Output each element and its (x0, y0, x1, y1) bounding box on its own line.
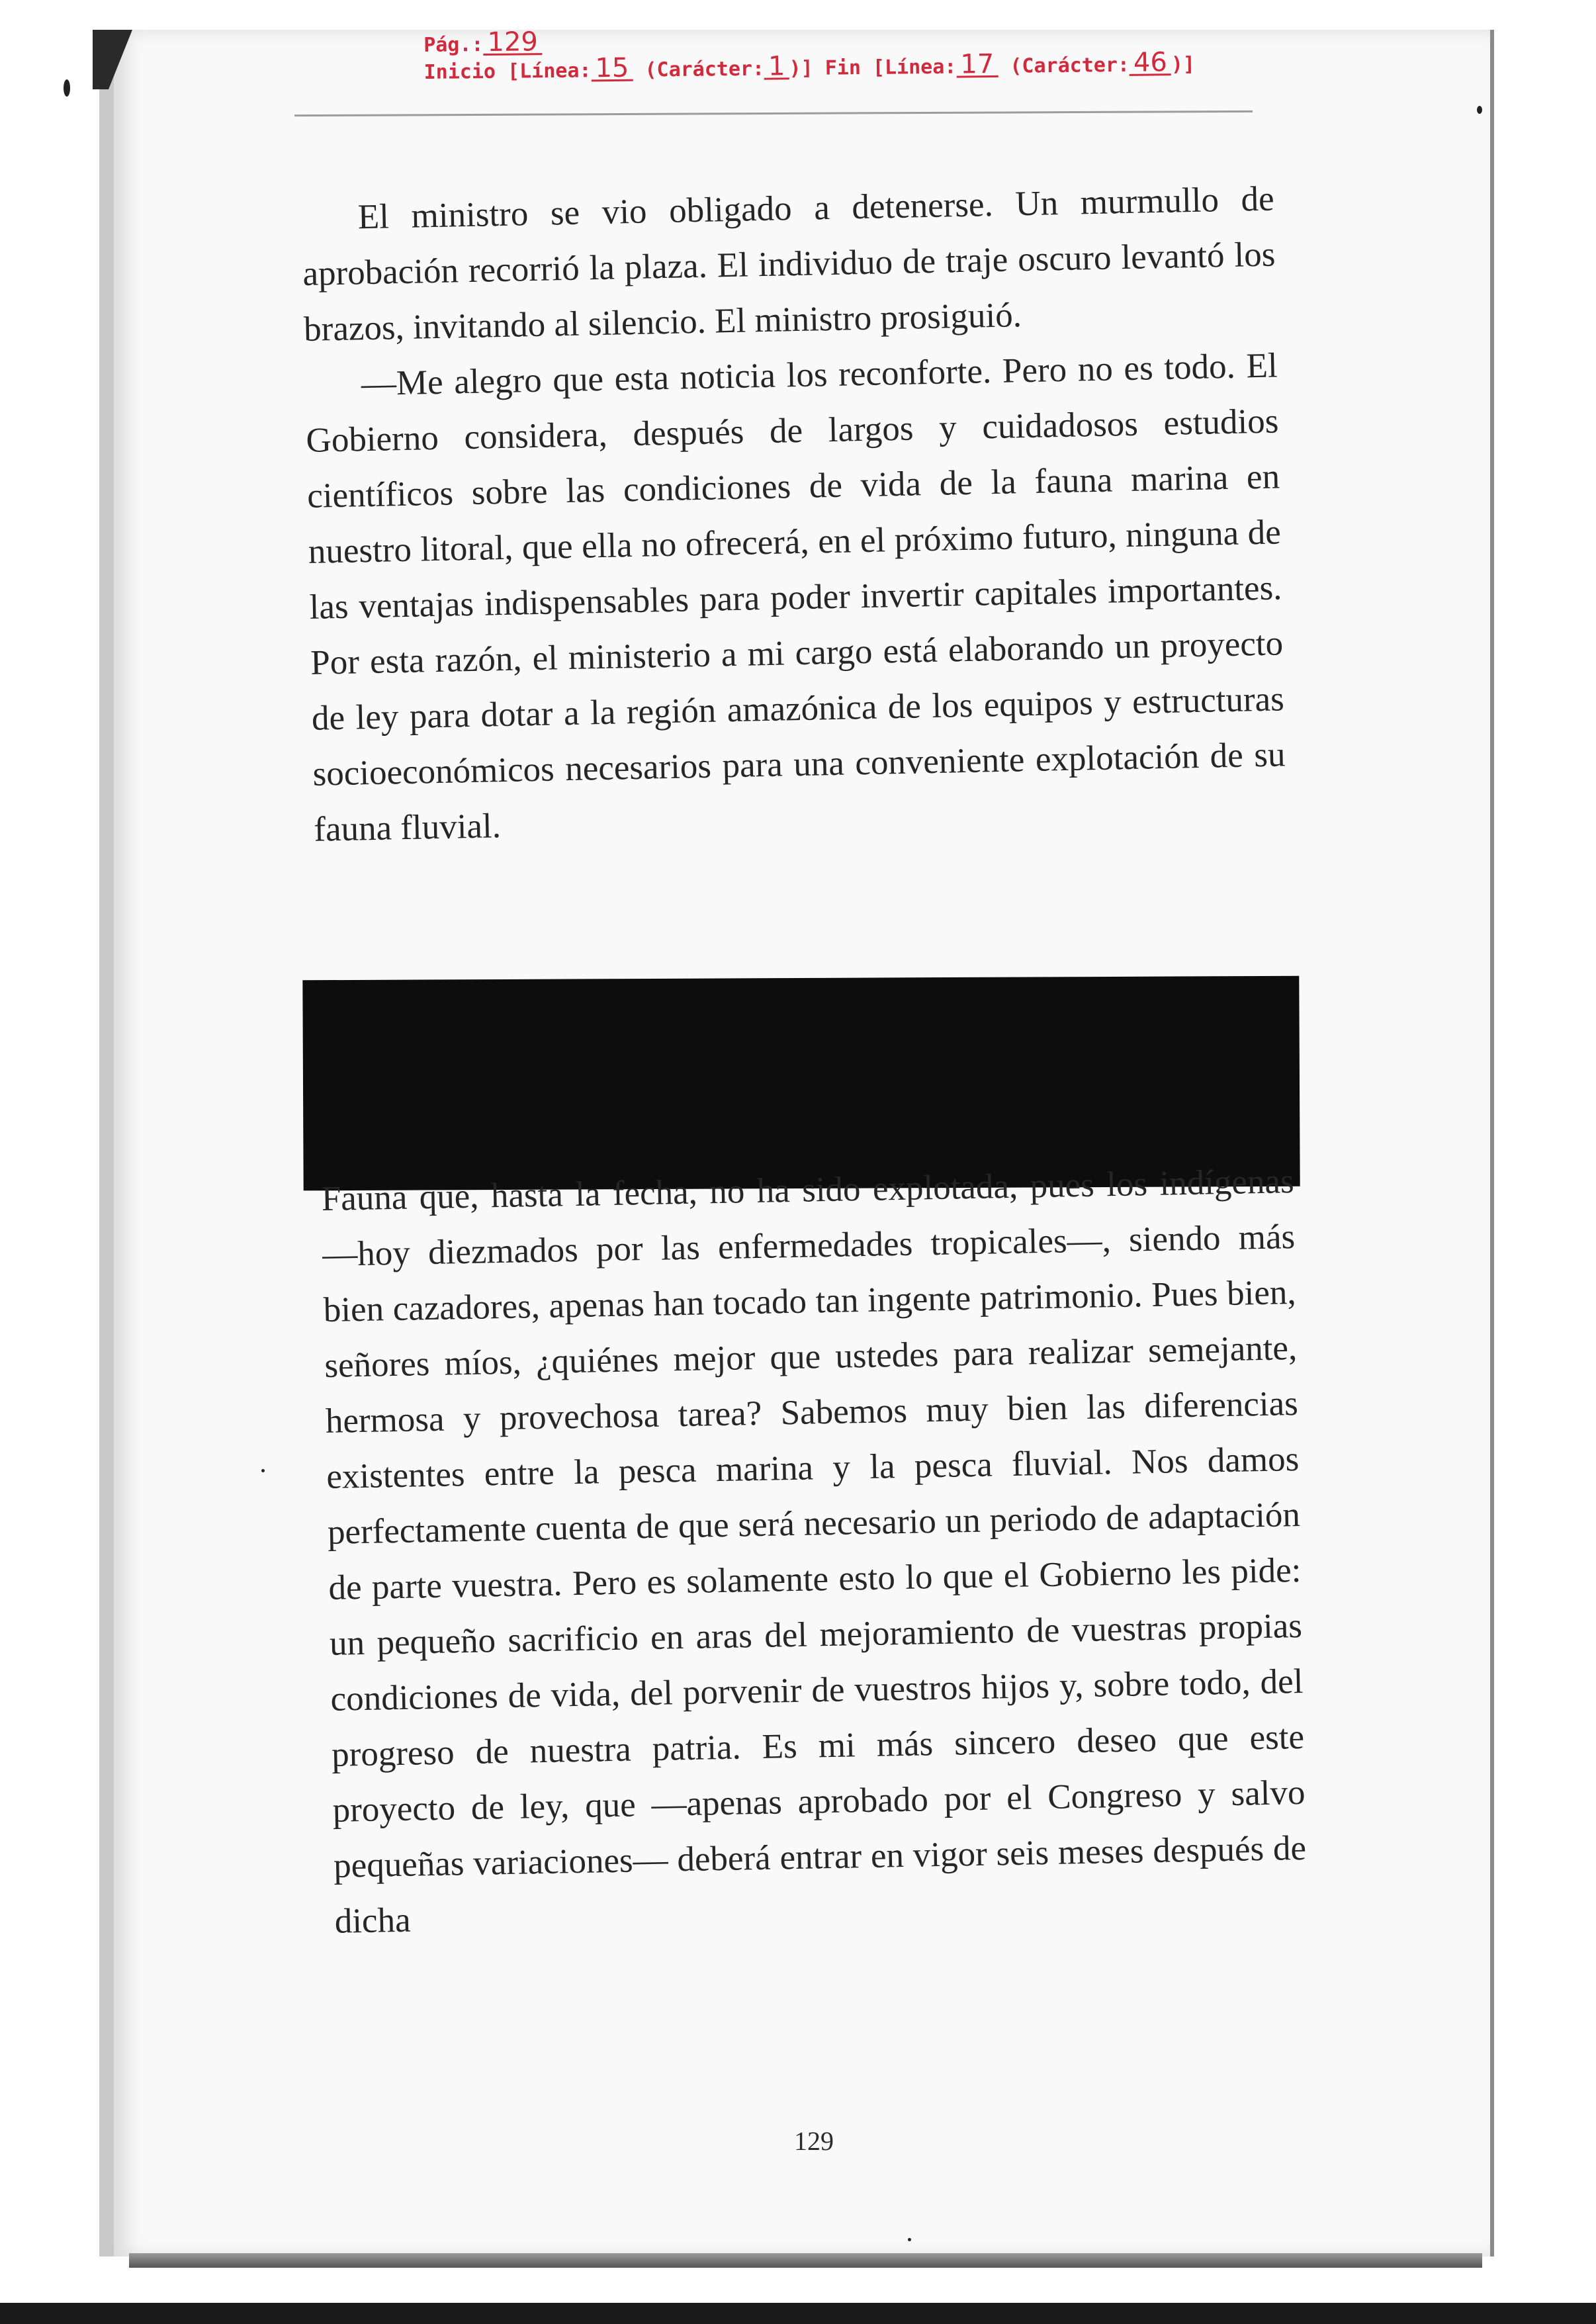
scan-speck (261, 1469, 265, 1472)
paragraph: El ministro se vio obligado a detenerse. Un murmullo de aprobación recorrió la plaza. El individuo de traje oscuro levantó los brazos, invitando al silencio. El ministro prosiguió. (302, 179, 1276, 349)
stamp-end-close: )] (1171, 52, 1196, 77)
reference-stamp (423, 24, 1195, 86)
stamp-start-char-label: (Carácter: (644, 57, 765, 82)
text-block-bottom (321, 1153, 1308, 1949)
scan-speck (1477, 106, 1482, 114)
stamp-end-line: 17 (956, 53, 998, 78)
page-bottom-edge (129, 2253, 1482, 2268)
stamp-page-value: 129 (483, 30, 542, 56)
stamp-end-char: 46 (1130, 51, 1171, 76)
scanner-bed-edge (0, 2303, 1596, 2324)
scan-speck (908, 2238, 911, 2241)
stamp-start-label: Inicio [Línea: (423, 59, 592, 84)
paragraph: Fauna que, hasta la fecha, no ha sido explotada, pues los indígenas —hoy diezmados por las enfermedades tropicales—, siendo más bien cazadores, apenas han tocado tan ingente patrimonio. Pues bien, señores míos, ¿quiénes mejor que ustedes para realizar semejante, hermosa y provechosa tarea? Sabemos muy bien las diferencias existentes entre la pesca marina y la pesca fluvial. Nos damos perfectamente cuenta de que será necesario un periodo de adaptación de parte vuestra. Pero es solamente esto lo que el Gobierno les pide: un pequeño sacrificio en aras del mejoramiento de vuestras propias condiciones de vida, del porvenir de vuestros hijos y, sobre todo, del progreso de nuestra patria. Es mi más sincero deseo que este proyecto de ley, que —apenas aprobado por el Congreso y salvo pequeñas variaciones— deberá entrar en vigor seis meses después de dicha (321, 1162, 1307, 1941)
text-block-top (301, 171, 1287, 857)
page-number: 129 (794, 2126, 834, 2156)
stamp-start-close: )] (789, 56, 813, 81)
stamp-page-label: Pág.: (423, 33, 484, 57)
stamp-start-line: 15 (591, 57, 633, 82)
stamp-end-label: Fin [Línea: (824, 55, 957, 80)
scan-speck (64, 79, 70, 97)
stamp-start-char: 1 (764, 55, 789, 79)
stamp-end-char-label: (Carácter: (1010, 53, 1130, 78)
paragraph: —Me alegro que esta noticia los reconforte. Pero no es todo. El Gobierno considera, después de largos y cuidadosos estudios científicos sobre las condiciones de vida de la fauna marina en nuestro litoral, que ella no ofrecerá, en el próximo futuro, ninguna de las ventajas indispensables para poder invertir capitales importantes. Por esta razón, el ministerio a mi cargo está elaborando un proyecto de ley para dotar a la región amazónica de los equipos y estructuras socioeconómicos necesarios para una conveniente explotación de su fauna fluvial. (306, 346, 1286, 849)
